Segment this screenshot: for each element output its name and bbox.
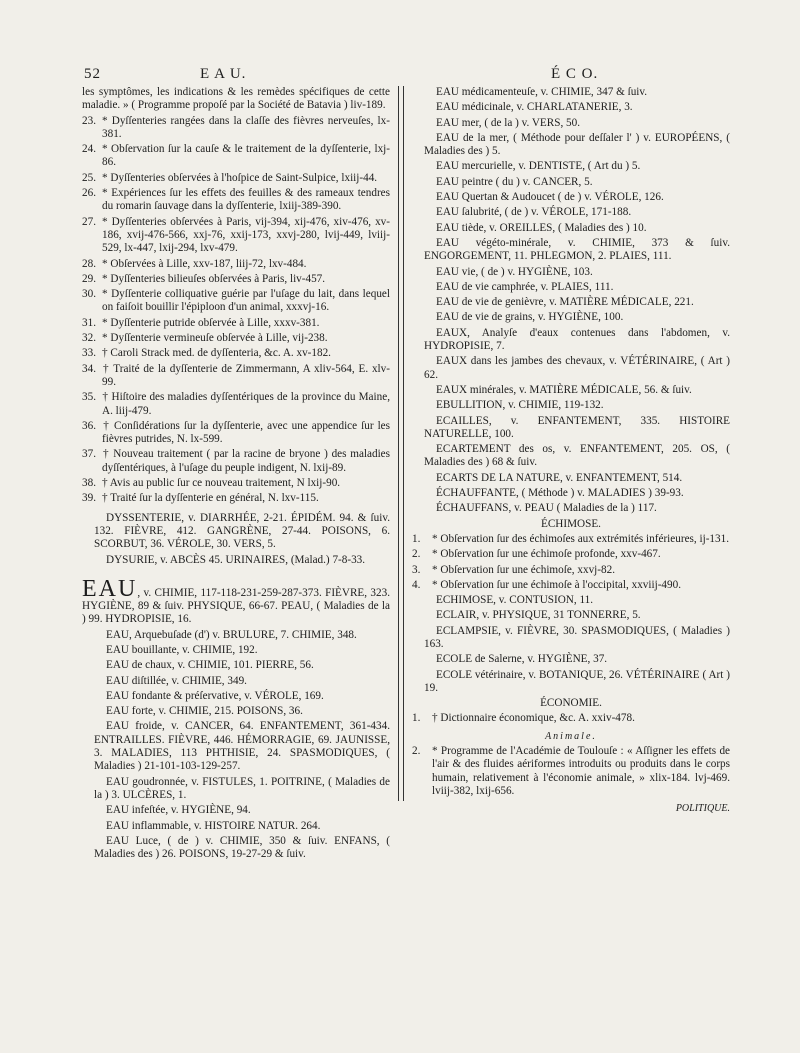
index-entry: [412, 502, 730, 515]
entry-text: EAUX, Analyſe d'eaux contenues dans l'abdomen, v. HYDROPISIE, 7.: [424, 326, 730, 353]
index-entry: [82, 363, 390, 390]
index-entry: [82, 720, 390, 773]
index-entry: [82, 820, 390, 833]
entry-text: * Dyſſenterie putride obſervée à Lille, xxxv-381.: [102, 316, 320, 329]
entry-number: 1.: [412, 712, 421, 725]
entry-number: 23.: [82, 114, 96, 127]
entry-text: Animale.: [545, 730, 597, 742]
entry-text: EAU de vie camphrée, v. PLAIES, 111.: [436, 280, 614, 293]
entry-text: POLITIQUE.: [675, 803, 730, 815]
index-entry: [82, 187, 390, 214]
entry-text: , v. CHIMIE, 117-118-231-259-287-373. FIÈVRE, 323. HYGIÈNE, 89 & ſuiv. PHYSIQUE, 66-67. PEAU, ( Maladies de la ) 99. HYDROPISIE, 16.: [82, 586, 390, 626]
entry-text: ECLAMPSIE, v. FIÈVRE, 30. SPASMODIQUES, ( Maladies ) 163.: [424, 624, 730, 650]
entry-text: * Programme de l'Académie de Toulouſe : « Aſſigner les effets de l'air & des fluides aériformes introduits ou produits dans le corps humain, relativement à l'économie animale, » xlix-184. lvj-469. lviij-382, lxij-656.: [432, 745, 730, 797]
entry-number: 35.: [82, 391, 96, 404]
entry-text: EAU médicinale, v. CHARLATANERIE, 3.: [436, 101, 633, 114]
index-entry: [412, 609, 730, 622]
index-entry: [412, 399, 730, 412]
index-entry: [412, 86, 730, 99]
index-entry: [412, 311, 730, 324]
left-column: [82, 86, 390, 863]
entry-text: * Obſervation ſur une échimoſe à l'occipital, xxviij-490.: [432, 578, 682, 591]
entry-number: 33.: [82, 347, 96, 360]
index-entry: [412, 191, 730, 204]
entry-text: ECHIMOSE, v. CONTUSION, 11.: [436, 594, 594, 607]
index-entry: [82, 675, 390, 688]
index-entry: [412, 281, 730, 294]
entry-number: 38.: [82, 477, 96, 490]
index-entry: [82, 216, 390, 256]
entry-text: * Dyſſenterie vermineuſe obſervée à Lille, vij-238.: [102, 332, 328, 345]
entry-text: EAU goudronnée, v. FISTULES, 1. POITRINE, ( Maladies de la ) 3. ULCÈRES, 1.: [94, 775, 390, 801]
entry-text: ÉCHAUFFANS, v. PEAU ( Maladies de la ) 117.: [436, 502, 657, 515]
index-entry: [82, 288, 390, 315]
entry-text: EAU de vie de grains, v. HYGIÈNE, 100.: [436, 311, 624, 324]
entry-number: 36.: [82, 419, 96, 432]
entry-text: ECARTS DE LA NATURE, v. ENFANTEMENT, 514.: [436, 471, 683, 484]
entry-text: † Nouveau traitement ( par la racine de bryone ) des maladies dyſſentériques, à l'uſage du peuple indigent, N. lxij-89.: [102, 448, 390, 474]
index-entry: [82, 575, 390, 627]
entry-text: EAU bouillante, v. CHIMIE, 192.: [106, 643, 258, 656]
index-entry: [82, 554, 390, 567]
entry-text: EAUX minérales, v. MATIÈRE MÉDICALE, 56. & ſuiv.: [436, 383, 692, 396]
index-entry: [412, 745, 730, 798]
index-entry: [82, 347, 390, 360]
entry-number: 24.: [82, 143, 96, 156]
entry-text: EAU inflammable, v. HISTOIRE NATUR. 264.: [106, 819, 321, 832]
entry-text: EAU de la mer, ( Méthode pour deſſaler l' ) v. EUROPÉENS, ( Maladies des ) 5.: [424, 131, 730, 158]
entry-text: EAU végéto-minérale, v. CHIMIE, 373 & ſuiv. ENGORGEMENT, 11. PHLEGMON, 2. PLAIES, 111.: [424, 236, 730, 263]
index-entry: [82, 448, 390, 475]
entry-text: EAU infeſtée, v. HYGIÈNE, 94.: [106, 804, 251, 817]
running-header: [0, 66, 800, 88]
entry-text: * Obſervées à Lille, xxv-187, liij-72, lxv-484.: [102, 257, 307, 270]
entry-text: EAU forte, v. CHIMIE, 215. POISONS, 36.: [106, 705, 303, 718]
entry-number: 30.: [82, 288, 96, 301]
index-entry: [82, 776, 390, 803]
entry-text: DYSURIE, v. ABCÈS 45. URINAIRES, (Malad.) 7-8-33.: [106, 553, 366, 566]
index-entry: [412, 384, 730, 397]
index-entry: [82, 115, 390, 142]
entry-text: ÉCONOMIE.: [540, 697, 602, 710]
entry-text: * Dyſſenterie colliquative guérie par l'uſage du lait, dans lequel on faiſoit bouillir l'épiploon d'un animal, xxxvj-16.: [102, 288, 390, 314]
index-entry: [412, 266, 730, 279]
entry-text: EAUX dans les jambes des chevaux, v. VÉTÉRINAIRE, ( Art ) 62.: [424, 355, 730, 381]
index-entry: [412, 237, 730, 264]
entry-number: 31.: [82, 316, 96, 329]
index-entry: [412, 472, 730, 485]
entry-text: EAU mer, ( de la ) v. VERS, 50.: [436, 116, 581, 129]
entry-text: * Obſervation ſur des échimoſes aux extrémités inférieures, ij-131.: [432, 532, 729, 545]
entry-text: * Expériences ſur les effets des feuilles & des rameaux tendres du romarin ſauvage dans la dyſſenterie, lxiij-389-390.: [102, 187, 390, 213]
index-entry: [412, 625, 730, 652]
entry-text: EAU peintre ( du ) v. CANCER, 5.: [436, 175, 593, 188]
entry-number: 34.: [82, 362, 96, 375]
index-entry: [82, 835, 390, 862]
entry-text: † Avis au public ſur ce nouveau traitement, N lxij-90.: [102, 477, 341, 490]
index-entry: [412, 697, 730, 710]
entry-text: * Obſervation ſur une échimoſe, xxvj-82.: [432, 563, 615, 576]
entry-text: EAU ſalubrité, ( de ) v. VÉROLE, 171-188.: [436, 206, 632, 219]
index-entry: [82, 690, 390, 703]
index-entry: [82, 512, 390, 552]
entry-number: 1.: [412, 532, 421, 545]
entry-text: * Dyſſenteries bilieuſes obſervées à Paris, liv-457.: [102, 272, 326, 285]
index-entry: [412, 443, 730, 470]
index-entry: [412, 579, 730, 592]
entry-text: * Dyſſenteries rangées dans la claſſe des fièvres nerveuſes, lx-381.: [102, 114, 390, 140]
index-entry: [412, 548, 730, 561]
index-entry: [412, 564, 730, 577]
entry-text: les symptômes, les indications & les remèdes spécifiques de cette maladie. » ( Programme propoſé par la Société de Batavia ) liv-189.: [82, 86, 390, 112]
entry-number: 37.: [82, 448, 96, 461]
entry-text: * Obſervation ſur la cauſe & le traitement de la dyſſenterie, lxj-86.: [102, 143, 390, 169]
entry-text: † Conſidérations ſur la dyſſenterie, avec une appendice ſur les fièvres putrides, N. lx-599.: [102, 419, 390, 446]
index-entry: [412, 518, 730, 531]
entry-text: † Caroli Strack med. de dyſſenteria, &c. A. xv-182.: [102, 347, 331, 360]
entry-number: 4.: [412, 578, 421, 591]
index-entry: [82, 86, 390, 113]
index-entry: [82, 659, 390, 672]
entry-text: * Obſervation ſur une échimoſe profonde, xxv-467.: [432, 548, 661, 561]
entry-text: EBULLITION, v. CHIMIE, 119-132.: [436, 399, 604, 412]
entry-text: EAU de chaux, v. CHIMIE, 101. PIERRE, 56.: [106, 659, 314, 672]
index-entry: [412, 533, 730, 546]
index-entry: [82, 629, 390, 642]
entry-text: DYSSENTERIE, v. DIARRHÉE, 2-21. ÉPIDÉM. 94. & ſuiv. 132. FIÈVRE, 412. GANGRÈNE, 27-44. POISONS, 6. SCORBUT, 36. VÉROLE, 30. VERS, 5.: [94, 511, 390, 551]
index-entry: [412, 296, 730, 309]
entry-number: 26.: [82, 187, 96, 200]
column-divider: [398, 86, 404, 801]
entry-number: 32.: [82, 332, 96, 345]
index-entry: [412, 712, 730, 725]
entry-text: ECAILLES, v. ENFANTEMENT, 335. HISTOIRE NATURELLE, 100.: [424, 414, 730, 440]
index-entry: [82, 258, 390, 271]
entry-number: 25.: [82, 171, 96, 184]
entry-text: † Hiſtoire des maladies dyſſentériques de la province du Maine, A. liij-479.: [102, 391, 390, 417]
index-entry: [82, 391, 390, 418]
entry-text: EAU médicamenteuſe, v. CHIMIE, 347 & ſuiv.: [436, 86, 648, 98]
headword-large: EAU: [82, 575, 138, 602]
entry-text: ÉCHAUFFANTE, ( Méthode ) v. MALADIES ) 39-93.: [436, 487, 684, 500]
entry-number: 2.: [412, 548, 421, 561]
index-entry: [412, 730, 730, 743]
index-entry: [412, 653, 730, 666]
entry-text: ECOLE vétérinaire, v. BOTANIQUE, 26. VÉTÉRINAIRE ( Art ) 19.: [424, 668, 730, 694]
entry-text: EAU vie, ( de ) v. HYGIÈNE, 103.: [436, 265, 593, 278]
page-number: 52: [84, 66, 101, 82]
index-entry: [412, 487, 730, 500]
index-entry: [82, 420, 390, 447]
entry-text: † Dictionnaire économique, &c. A. xxiv-478.: [432, 712, 635, 725]
entry-number: 2.: [412, 745, 421, 758]
entry-text: EAU fondante & préſervative, v. VÉROLE, 169.: [106, 689, 324, 702]
index-entry: [412, 117, 730, 130]
entry-text: EAU tiède, v. OREILLES, ( Maladies des ) 10.: [436, 221, 647, 234]
index-entry: [82, 172, 390, 185]
entry-text: EAU diſtillée, v. CHIMIE, 349.: [106, 674, 247, 687]
index-entry: [82, 332, 390, 345]
index-entry: [82, 317, 390, 330]
entry-number: 3.: [412, 563, 421, 576]
right-running-head: É C O.: [551, 66, 599, 82]
entry-number: 28.: [82, 257, 96, 270]
entry-text: EAU mercurielle, v. DENTISTE, ( Art du ) 5.: [436, 160, 641, 173]
entry-text: * Dyſſenteries obſervées à Paris, vij-394, xij-476, xiv-476, xv-186, xvij-476-566, xxj-76, xxij-173, xxvj-280, lvij-449, lviij-529, lx-447, lxij-294, lxv-479.: [102, 215, 390, 255]
index-entry: [82, 804, 390, 817]
entry-text: EAU, Arquebuſade (d') v. BRULURE, 7. CHIMIE, 348.: [106, 628, 357, 641]
entry-text: EAU Quertan & Audoucet ( de ) v. VÉROLE, 126.: [436, 191, 664, 204]
left-running-head: E A U.: [200, 66, 247, 82]
right-column: [412, 86, 730, 818]
index-entry: [412, 594, 730, 607]
index-entry: [82, 705, 390, 718]
index-entry: [412, 132, 730, 159]
index-entry: [412, 327, 730, 354]
entry-text: EAU Luce, ( de ) v. CHIMIE, 350 & ſuiv. ENFANS, ( Maladies des ) 26. POISONS, 19-27-29 & ſuiv.: [94, 834, 390, 861]
index-entry: [412, 101, 730, 114]
entry-text: † Traité de la dyſſenterie de Zimmermann, A xliv-564, E. xlv-99.: [102, 362, 390, 388]
entry-text: EAU froide, v. CANCER, 64. ENFANTEMENT, 361-434. ENTRAILLES. FIÈVRE, 446. HÉMORRAGIE, 69. JAUNISSE, 3. MALADIES, 113 PHTHISIE, 24. SPASMODIQUES, ( Maladies ) 21-101-103-129-257.: [94, 720, 390, 773]
entry-text: ECLAIR, v. PHYSIQUE, 31 TONNERRE, 5.: [436, 609, 641, 622]
entry-number: 39.: [82, 492, 96, 505]
entry-text: † Traité ſur la dyſſenterie en général, N. lxv-115.: [102, 492, 319, 505]
entry-text: EAU de vie de genièvre, v. MATIÈRE MÉDICALE, 221.: [436, 296, 694, 309]
entry-text: ÉCHIMOSE.: [541, 517, 601, 530]
index-entry: [412, 160, 730, 173]
index-entry: [412, 176, 730, 189]
index-entry: [82, 644, 390, 657]
index-entry: [82, 143, 390, 170]
entry-text: ECOLE de Salerne, v. HYGIÈNE, 37.: [436, 653, 608, 666]
entry-number: 29.: [82, 272, 96, 285]
index-entry: [412, 669, 730, 696]
index-entry: [82, 273, 390, 286]
index-entry: [412, 802, 730, 815]
entry-text: * Dyſſenteries obſervées à l'hoſpice de Saint-Sulpice, lxiij-44.: [102, 171, 378, 184]
index-entry: [412, 206, 730, 219]
index-entry: [82, 492, 390, 505]
index-entry: [82, 477, 390, 490]
index-entry: [412, 415, 730, 442]
entry-number: 27.: [82, 215, 96, 228]
entry-text: ECARTEMENT des os, v. ENFANTEMENT, 205. OS, ( Maladies des ) 68 & ſuiv.: [424, 443, 730, 469]
index-entry: [412, 222, 730, 235]
index-entry: [412, 355, 730, 382]
